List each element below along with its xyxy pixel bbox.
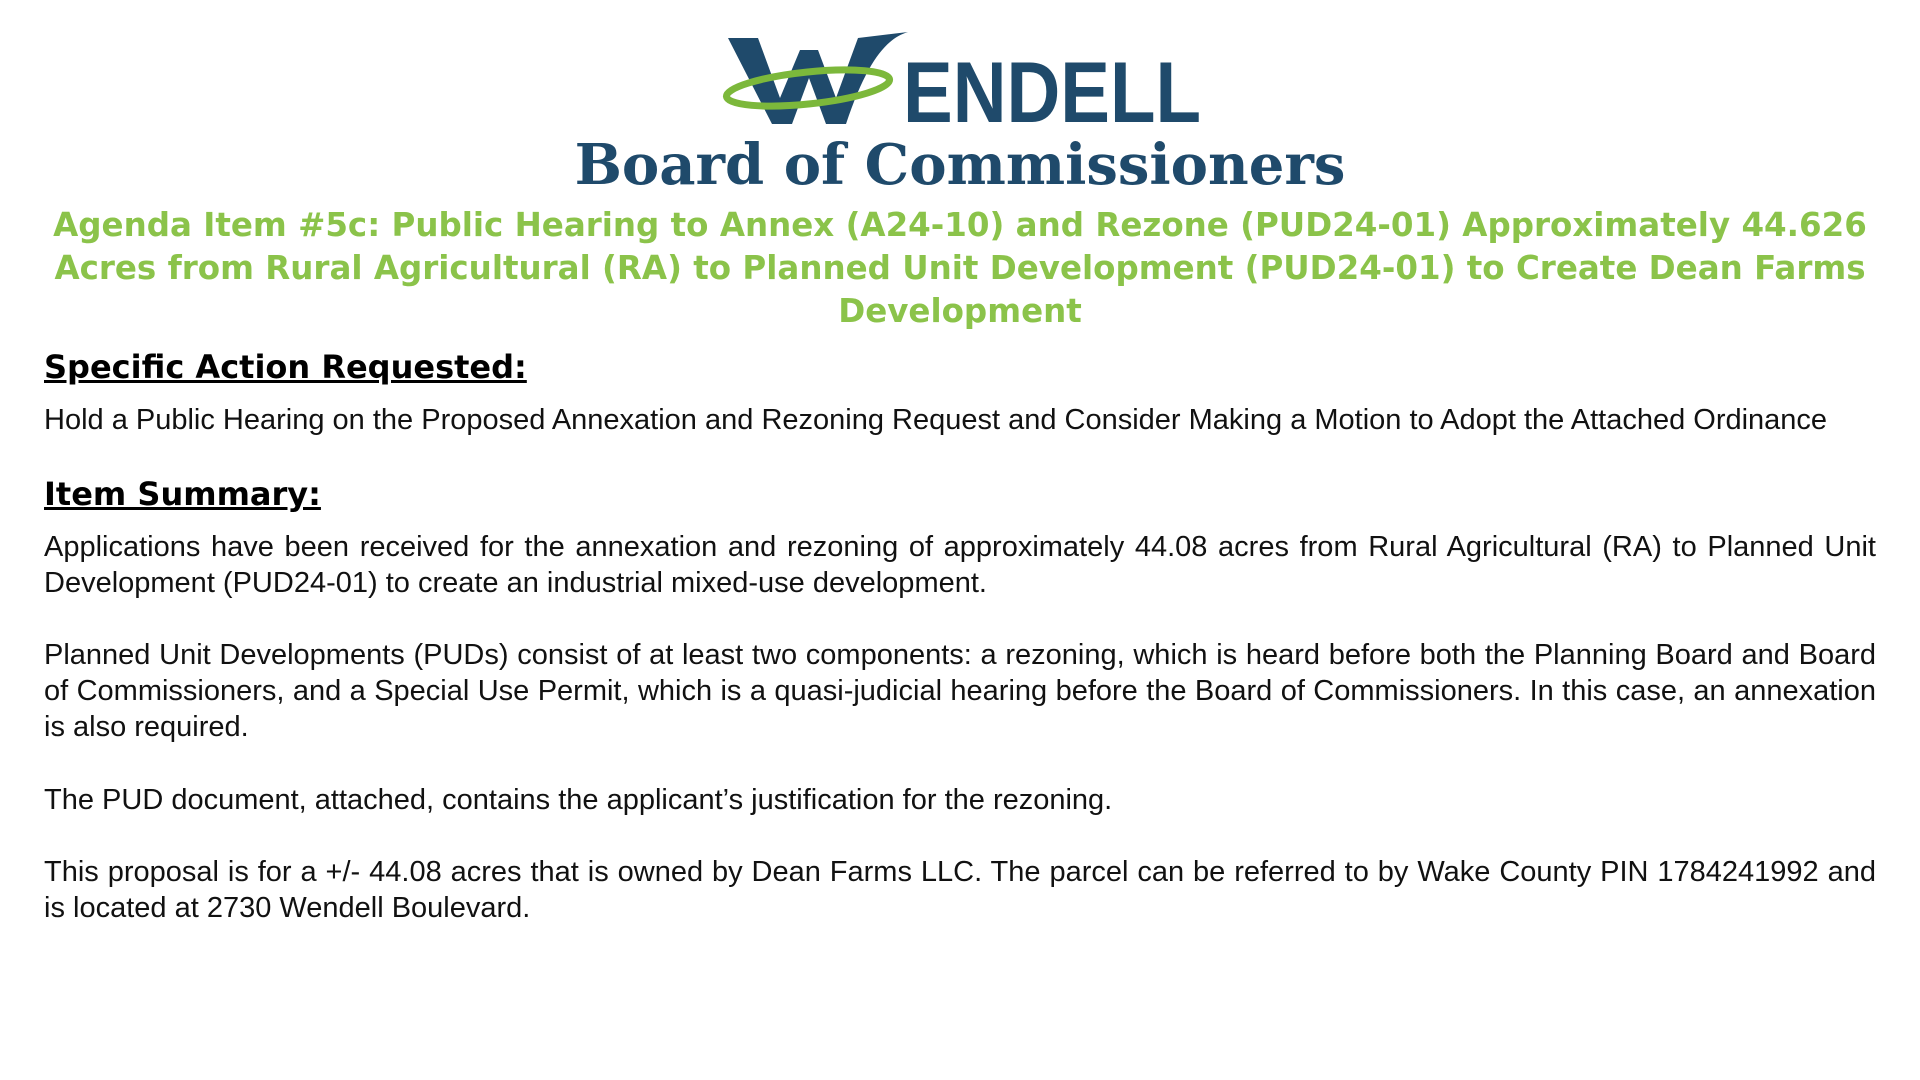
page-title: Board of Commissioners xyxy=(574,132,1346,198)
summary-paragraph: This proposal is for a +/- 44.08 acres that is owned by Dean Farms LLC. The parcel can be referred to by Wake County PIN 1784241992 and is located at 2730 Wendell Boulevard. xyxy=(44,856,1876,924)
item-summary-heading: Item Summary: xyxy=(44,475,321,513)
summary-paragraph: Planned Unit Developments (PUDs) consist of at least two components: a rezoning, which is heard before both the Planning Board and Board of Commissioners, and a Special Use Permit, which is a quasi-judicial hearing before the Board of Commissioners. In this case, an annexation is also required. xyxy=(44,639,1876,743)
specific-action-text: Hold a Public Hearing on the Proposed Annexation and Rezoning Request and Consider Making a Motion to Adopt the Attached Ordinance xyxy=(44,404,1828,436)
summary-paragraph: Applications have been received for the annexation and rezoning of approximately 44.08 acres from Rural Agricultural (RA) to Planned Unit Development (PUD24-01) to create an industrial mixed-use development. xyxy=(44,531,1876,599)
summary-paragraph: The PUD document, attached, contains the applicant’s justification for the rezoning. xyxy=(44,784,1113,816)
svg-text:ENDELL: ENDELL xyxy=(903,45,1201,141)
agenda-item-title: Agenda Item #5c: Public Hearing to Annex (A24-10) and Rezone (PUD24-01) Approximately 44.626 Acres from Rural Agricultural (RA) to Planned Unit Development (PUD24-01) to Create Dean Farms Development xyxy=(53,206,1867,330)
wendell-logo xyxy=(718,28,1208,141)
specific-action-heading: Specific Action Requested: xyxy=(44,348,527,386)
